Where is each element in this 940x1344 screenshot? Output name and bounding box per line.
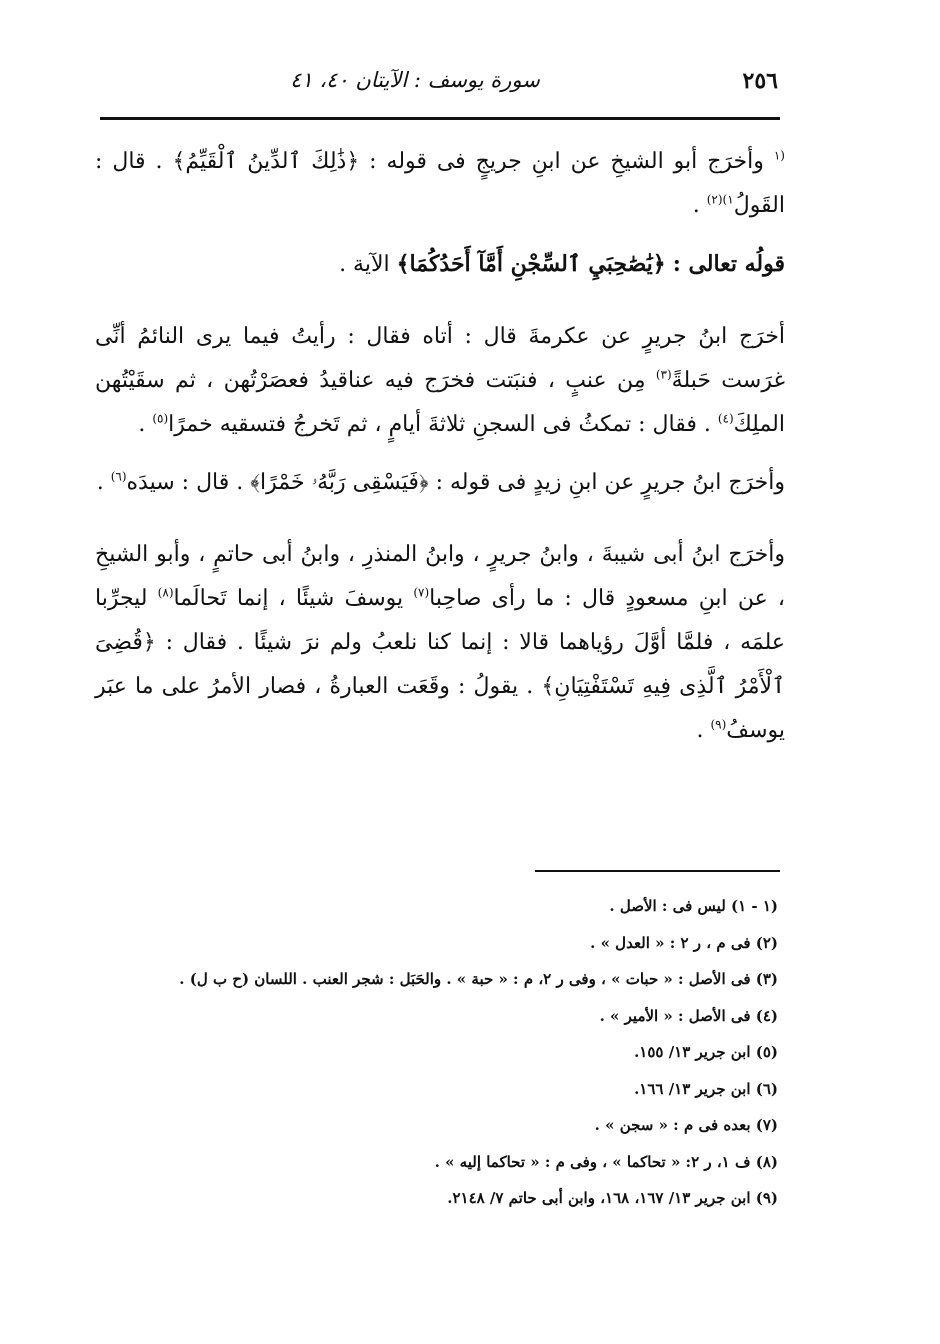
note-marker: (٥) — [152, 411, 169, 426]
paragraph-2 — [95, 315, 785, 447]
paragraph-text: أخرَج ابنُ جريرٍ عن عكرمةَ قال : أتاه فقال : رأيتُ فيما يرى النائمُ أنِّى غرَست حَبلةً — [95, 324, 785, 393]
paragraph-text: مِن عنبٍ ، فنبَتت فخرَج فيه عناقيدُ فعصَرْتُهن ، ثم سقَيْتُهن الملِكَ — [95, 368, 785, 437]
note-marker: ١)(٢) — [706, 192, 734, 207]
running-title: سورة يوسف : الآيتان ٤٠، ٤١ — [290, 68, 540, 92]
page-number: ٢٥٦ — [742, 68, 778, 94]
paragraph-text: وأخرَج أبو الشيخِ عن ابنِ جريجٍ فى قوله : ﴿ذَٰلِكَ ٱلدِّينُ ٱلْقَيِّمُ﴾ . قال : القَولُ — [95, 149, 785, 218]
footnote: (٤) فى الأصل : « الأمير » . — [599, 1006, 778, 1025]
footnote: (٣) فى الأصل : « حبات » ، وفى ر ٢، م : « حبة » . والحَبَل : شجر العنب . اللسان (ح ب ل) . — [179, 970, 778, 988]
paragraph-3 — [95, 461, 785, 505]
footnote: (١ - ١) ليس فى : الأصل . — [609, 897, 778, 915]
paragraph-1 — [95, 140, 785, 228]
footnote: (٩) ابن جرير ١٣/ ١٦٧، ١٦٨، وابن أبى حاتم ٧/ ٢١٤٨. — [447, 1189, 778, 1207]
note-marker: (١ — [773, 148, 785, 163]
footnote-rule — [535, 870, 780, 872]
paragraph-4 — [95, 533, 785, 753]
footnote: (٦) ابن جرير ١٣/ ١٦٦. — [634, 1079, 778, 1098]
paragraph-text: يوسفَ شيئًا ، إنما تَحالَما — [173, 586, 414, 611]
paragraph-text: وأخرَج ابنُ جريرٍ عن ابنِ زيدٍ فى قوله : ﴿فَيَسْقِى رَبَّهُۥ خَمْرًا﴾ . قال : سيدَه — [126, 470, 785, 495]
footnote: (٢) فى م ، ر ٢ : « العدل » . — [590, 933, 778, 952]
note-marker: (٣) — [655, 367, 672, 382]
note-marker: (٩) — [710, 717, 727, 732]
paragraph-text: . فقال : تمكثُ فى السجنِ ثلاثةَ أيامٍ ، ثم تَخرجُ فتسقيه خمرًا — [168, 412, 718, 437]
paragraph-end: . — [96, 470, 111, 495]
paragraph-text: وأخرَج ابنُ أبى شيبةَ ، وابنُ جريرٍ ، وابنُ المنذرِ ، وابنُ أبى حاتمٍ ، وأبو الشيخِ ، عن ابنِ مسعودٍ قال : ما رأى صاحِبا — [95, 542, 785, 611]
quran-verse: ﴿يَٰصَٰحِبَيِ ٱلسِّجْنِ أَمَّآ أَحَدُكُمَا﴾ — [396, 251, 666, 277]
note-marker: (٤) — [717, 411, 734, 426]
footnotes — [118, 888, 778, 1217]
paragraph-end: . — [138, 412, 153, 437]
paragraph-text: ليجرِّبا علمَه ، فلمَّا أوَّلَ رؤياهما قالا : إنما كنا نلعبُ ولم نرَ شيئًا . فقال : ﴿قُضِىَ ٱلْأَمْرُ ٱلَّذِى فِيهِ تَسْتَفْتِيَانِ﴾ . يقولُ : وقَعَت العبارةُ ، فصار الأمرُ على ما عبَر يوسفُ — [95, 586, 785, 743]
footnote: (٧) بعده فى م : « سجن » . — [594, 1116, 778, 1134]
footnote: (٥) ابن جرير ١٣/ ١٥٥. — [634, 1043, 778, 1061]
header-rule — [100, 117, 780, 120]
main-text — [95, 140, 785, 767]
verse-heading — [95, 242, 785, 287]
footnote: (٨) ف ١، ر ٢: « تحاكما » ، وفى م : « تحاكما إليه » . — [434, 1152, 778, 1171]
heading-end: الآية . — [339, 252, 397, 277]
note-marker: (٦) — [110, 469, 127, 484]
note-marker: (٨) — [157, 585, 174, 600]
note-marker: (٧) — [413, 585, 430, 600]
heading-label: قولُه تعالى : — [672, 251, 785, 277]
paragraph-end: . — [696, 718, 711, 743]
paragraph-end: . — [692, 193, 707, 218]
